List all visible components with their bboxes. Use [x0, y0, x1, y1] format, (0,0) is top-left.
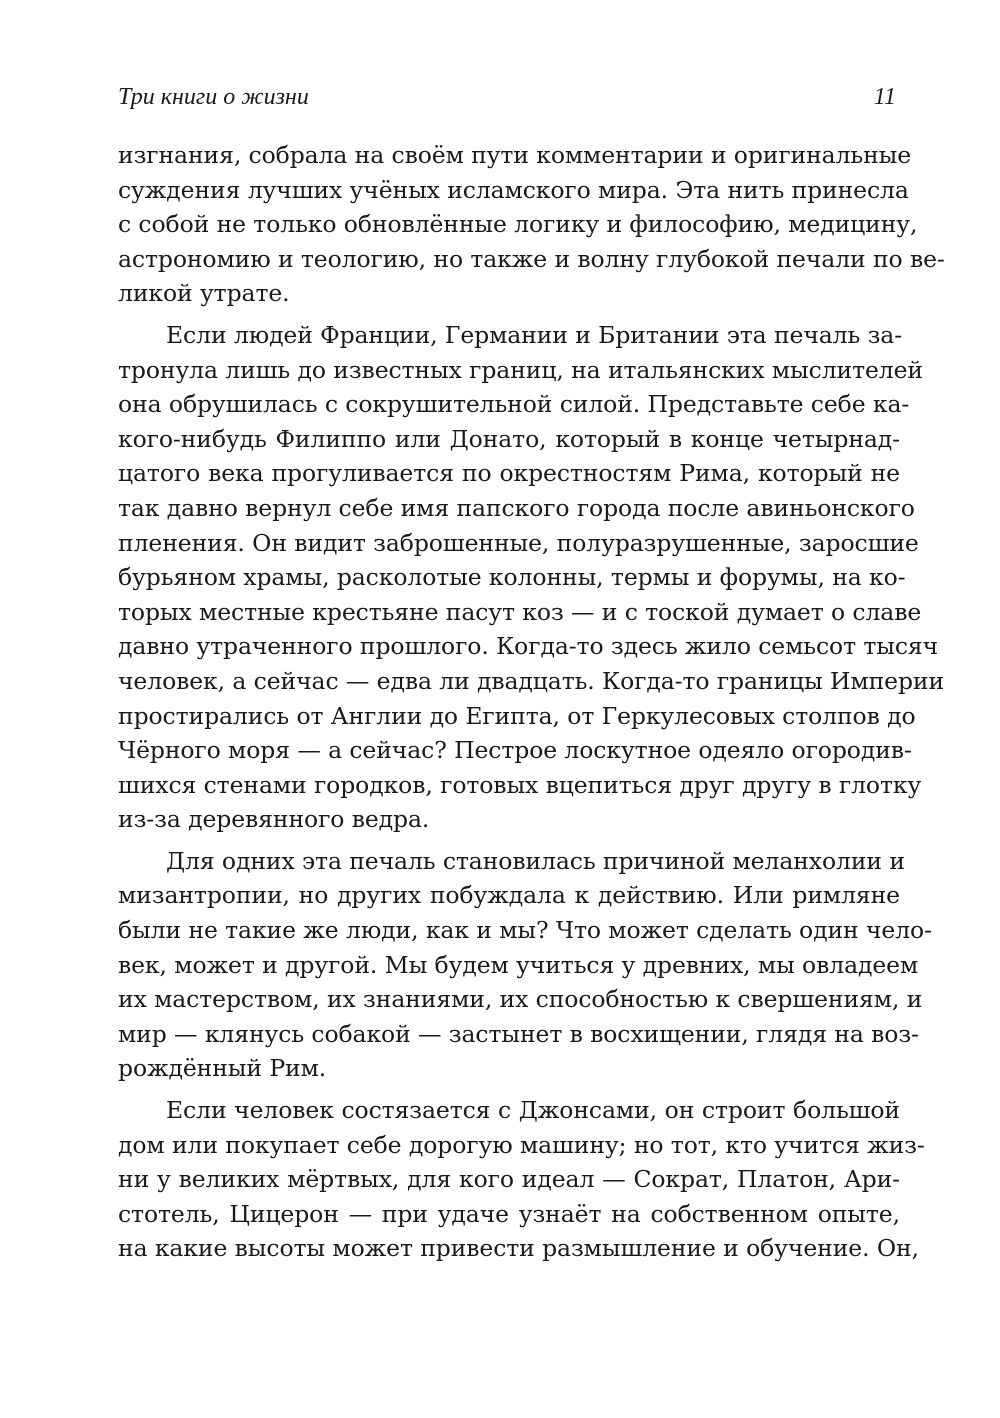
text-line: так давно вернул себе имя папского города после авиньонского: [118, 493, 915, 522]
text-line: на какие высоты может привести размышление и обучение. Он,: [118, 1234, 919, 1263]
page-number: 11: [873, 84, 896, 110]
text-line: мизантропии, но других побуждала к действию. Или римляне: [118, 881, 900, 910]
text-line: суждения лучших учёных исламского мира. Эта нить принесла: [118, 175, 909, 204]
text-line: дом или покупает себе дорогую машину; но тот, кто учится жиз-: [118, 1130, 925, 1159]
paragraph-3: [118, 844, 932, 1086]
text-line: бурьяном храмы, расколотые колонны, термы и форумы, на ко-: [118, 563, 906, 592]
text-line: Чёрного моря — а сейчас? Пестрое лоскутное одеяло огородив-: [118, 736, 912, 765]
text-line: шихся стенами городков, готовых вцепиться друг другу в глотку: [118, 770, 922, 799]
text-line: кого-нибудь Филиппо или Донато, который в конце четырнад-: [118, 424, 900, 453]
text-line: ни у великих мёртвых, для кого идеал — Сократ, Платон, Ари-: [118, 1165, 900, 1194]
text-line: астрономию и теологию, но также и волну глубокой печали по ве-: [118, 244, 945, 273]
text-line: цатого века прогуливается по окрестностям Рима, который не: [118, 459, 900, 488]
body-text: [118, 138, 945, 1273]
text-line: были не такие же люди, как и мы? Что может сделать один чело-: [118, 916, 932, 945]
text-line: изгнания, собрала на своём пути комментарии и оригинальные: [118, 141, 912, 169]
text-line: Если человек состязается с Джонсами, он строит большой: [166, 1096, 900, 1125]
text-line: Для одних эта печаль становилась причиной меланхолии и: [166, 846, 905, 875]
running-header: [118, 84, 896, 114]
paragraph-4: [118, 1093, 925, 1266]
text-line: рождённый Рим.: [118, 1054, 327, 1083]
paragraph-2: [118, 318, 945, 837]
text-line: стотель, Цицерон — при удаче узнаёт на собственном опыте,: [118, 1199, 900, 1228]
text-line: мир — клянусь собакой — застынет в восхищении, глядя на воз-: [118, 1019, 919, 1048]
text-line: пленения. Он видит заброшенные, полуразрушенные, заросшие: [118, 528, 919, 557]
text-line: человек, а сейчас — едва ли двадцать. Когда-то границы Империи: [118, 666, 945, 695]
text-line: из-за деревянного ведра.: [118, 805, 430, 834]
text-line: тронула лишь до известных границ, на итальянских мыслителей: [118, 355, 923, 384]
text-line: торых местные крестьяне пасут коз — и с тоской думает о славе: [118, 597, 922, 626]
text-line: ликой утрате.: [118, 279, 290, 308]
text-line: их мастерством, их знаниями, их способностью к свершениям, и: [118, 985, 923, 1014]
text-line: простирались от Англии до Египта, от Геркулесовых столпов до: [118, 701, 916, 730]
text-line: давно утраченного прошлого. Когда-то здесь жило семьсот тысяч: [118, 632, 939, 661]
text-line: с собой не только обновлённые логику и философию, медицину,: [118, 210, 918, 239]
text-line: Если людей Франции, Германии и Британии эта печаль за-: [166, 320, 903, 349]
text-line: она обрушилась с сокрушительной силой. Представьте себе ка-: [118, 390, 910, 419]
running-title: Три книги о жизни: [118, 84, 309, 110]
paragraph-1: [118, 138, 945, 311]
text-line: век, может и другой. Мы будем учиться у древних, мы овладеем: [118, 950, 919, 979]
